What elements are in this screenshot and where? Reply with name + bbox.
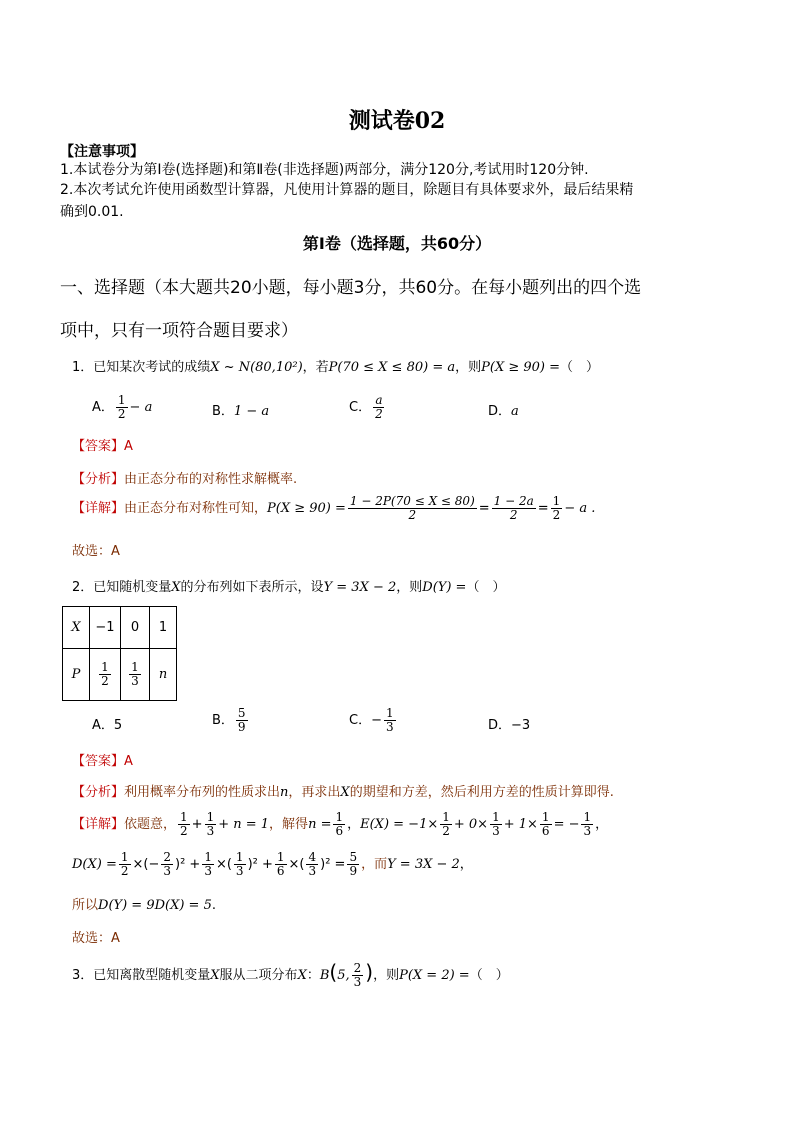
- table-cell-x3: 1: [150, 607, 177, 649]
- q2-dx-t5: ×(: [288, 857, 305, 872]
- q1-analysis-label: 【分析】: [72, 472, 125, 487]
- q2-answer-value: A: [124, 754, 133, 769]
- q2-dx-e: [275, 851, 287, 878]
- q2-analysis-x: X: [340, 785, 350, 800]
- q3-paren: （ ）: [469, 968, 509, 983]
- q2-answer: [72, 750, 133, 769]
- q2-so-pre: 所以: [72, 898, 99, 913]
- q2-dx-t2: )² +: [175, 857, 201, 872]
- notice-line-2: 2.本次考试允许使用函数型计算器，凡使用计算器的题目，除题目有具体要求外，最后结果精: [60, 182, 634, 198]
- q2-analysis-label: 【分析】: [72, 785, 125, 800]
- q2-option-a-label: A．: [92, 718, 114, 733]
- q1-detail-eq: =: [478, 501, 490, 516]
- q2-so-eq: D(Y) = 9D(X) = 5: [98, 898, 212, 913]
- q2-dx-t7: ，而: [361, 857, 388, 872]
- q2-mid: 的分布列如下表所示，设: [180, 580, 324, 595]
- q1-option-c-num: a: [375, 393, 383, 407]
- q2-option-b-fraction: [236, 707, 248, 734]
- q2-eq-f2-den: 3: [206, 824, 215, 838]
- q1-option-b-value: 1 − a: [233, 404, 270, 419]
- q2-dx-d: [234, 851, 246, 878]
- q2-n-eq: n =: [308, 817, 332, 832]
- q1-option-d-label: D．: [488, 404, 512, 419]
- table-row: [63, 607, 177, 649]
- table-row: [63, 649, 177, 701]
- q2-dx-t3: ×(: [215, 857, 232, 872]
- q2-choose-text: 故选：A: [72, 931, 120, 946]
- q1-detail-f2-num: 1 − 2a: [493, 494, 534, 508]
- q2-ex-result-num: 1: [583, 810, 592, 824]
- q2-analysis-a: 利用概率分布列的性质求出: [124, 785, 281, 800]
- q2-answer-label: 【答案】: [72, 754, 125, 769]
- q1-paren: （ ）: [560, 360, 600, 375]
- q2-ex-f3: [540, 811, 552, 838]
- q1-ask: P(X ≥ 90) =: [481, 360, 560, 375]
- section-heading: 第Ⅰ卷（选择题，共60分）: [302, 234, 492, 253]
- q2-ex-f3-den: 6: [541, 824, 550, 838]
- q3-dist-a: B: [319, 968, 330, 983]
- q3-ask: P(X = 2) =: [399, 968, 470, 983]
- q1-detail: [72, 495, 595, 522]
- q1-detail-f3-den: 2: [552, 508, 561, 522]
- table-cell-x2: 0: [121, 607, 150, 649]
- q2-dx-result-den: 9: [349, 864, 358, 878]
- q1-detail-eq2: =: [537, 501, 549, 516]
- q1-analysis-text: 由正态分布的对称性求解概率.: [124, 472, 298, 487]
- q2-option-c-num: 1: [385, 706, 394, 720]
- q2-var: X: [171, 580, 181, 595]
- part-heading-line-1: 一、选择题（本大题共20小题，每小题3分，共60分。在每小题列出的四个选: [60, 278, 642, 298]
- question-3-stem: [72, 960, 509, 989]
- q2-ex-f2-den: 3: [492, 824, 500, 838]
- q2-option-d-value: −3: [511, 718, 531, 733]
- q2-eq-rest: + n = 1: [218, 817, 270, 832]
- p2-fraction: [129, 661, 141, 688]
- q2-option-b: [212, 707, 250, 734]
- q2-option-b-label: B．: [212, 713, 234, 728]
- q2-dx-lhs: D(X) =: [72, 857, 117, 872]
- q2-option-b-num: 5: [237, 706, 246, 720]
- p2-den: 3: [131, 674, 139, 688]
- q2-ex-mid2: + 1×: [503, 817, 538, 832]
- q1-answer: [72, 435, 133, 454]
- q1-option-a: [92, 394, 152, 421]
- distribution-table: [62, 606, 177, 701]
- q2-option-c: [349, 707, 398, 734]
- p1-den: 2: [101, 674, 109, 688]
- q2-n-fraction: [333, 811, 345, 838]
- q3-colon: ：: [306, 968, 320, 983]
- q1-option-a-tail: − a: [129, 400, 153, 415]
- table-header-x: X: [63, 607, 90, 649]
- q2-ex-result: [581, 811, 593, 838]
- q2-dx-a-den: 2: [120, 864, 129, 878]
- q1-option-b: [212, 400, 269, 419]
- q1-option-a-fraction: [116, 394, 128, 421]
- table-header-p: P: [63, 649, 90, 701]
- table-cell-x1: −1: [90, 607, 121, 649]
- notice-line-3: 确到0.01.: [60, 204, 124, 220]
- q2-so-end: .: [211, 898, 216, 913]
- q1-pre: 1．已知某次考试的成绩: [72, 360, 211, 375]
- q2-dx-d-den: 3: [235, 864, 244, 878]
- q1-detail-label: 【详解】: [72, 501, 125, 516]
- q1-answer-label: 【答案】: [72, 439, 125, 454]
- q1-detail-text: 由正态分布对称性可知，: [124, 501, 268, 516]
- q2-ex-mid1: + 0×: [453, 817, 489, 832]
- q2-dx-c-num: 1: [204, 850, 212, 864]
- q3-var2: X: [297, 968, 307, 983]
- q2-ex-f2: [490, 811, 502, 838]
- q2-detail-line-1: [72, 811, 608, 838]
- q2-solve: ，解得: [269, 817, 309, 832]
- q2-n-num: 1: [335, 810, 344, 824]
- q2-dx-rel: Y = 3X − 2: [387, 857, 460, 872]
- q2-ex-lhs: E(X) = −1×: [360, 817, 439, 832]
- q2-dx-b-num: 2: [163, 850, 171, 864]
- q3-var: X: [210, 968, 220, 983]
- page-title: 测试卷02: [348, 108, 446, 134]
- q2-eq-f1-num: 1: [180, 810, 188, 824]
- q2-eq-f2: [205, 811, 217, 838]
- q1-detail-f2-den: 2: [509, 508, 518, 522]
- q2-option-c-sign: −: [371, 713, 382, 728]
- q2-ex-result-den: 3: [583, 824, 592, 838]
- q3-pre: 3．已知离散型随机变量: [72, 968, 211, 983]
- q2-dx-f: [306, 851, 318, 878]
- q2-ex-f2-num: 1: [492, 810, 500, 824]
- q2-dx-f-num: 4: [308, 850, 317, 864]
- q1-cond: P(70 ≤ X ≤ 80) = a: [328, 360, 456, 375]
- q2-option-c-den: 3: [385, 720, 394, 734]
- table-cell-p1: [90, 649, 121, 701]
- notice-line-1: 1.本试卷分为第Ⅰ卷(选择题)和第Ⅱ卷(非选择题)两部分，满分120分,考试用时120分钟.: [60, 162, 589, 178]
- q3-left-paren: (: [329, 960, 338, 984]
- q2-detail-label: 【详解】: [72, 817, 125, 832]
- q1-option-c-den: 2: [375, 407, 383, 421]
- q2-analysis-n: n: [280, 785, 289, 800]
- q3-dist-num: 2: [353, 961, 362, 975]
- table-cell-p3: n: [150, 649, 177, 701]
- q2-dx-t8: ，: [459, 857, 473, 872]
- q1-choose: [72, 540, 120, 559]
- q2-dx-d-num: 1: [235, 850, 244, 864]
- q1-answer-value: A: [124, 439, 133, 454]
- q2-dx-e-num: 1: [276, 850, 285, 864]
- q2-dx-f-den: 3: [308, 864, 317, 878]
- q1-option-c-label: C．: [349, 400, 372, 415]
- q1-detail-f1-den: 2: [408, 508, 417, 522]
- q1-option-a-den: 2: [117, 407, 126, 421]
- q1-analysis: [72, 468, 297, 487]
- q1-mid2: ，则: [455, 360, 482, 375]
- q2-pre: 2．已知随机变量: [72, 580, 172, 595]
- q1-option-d: [488, 400, 519, 419]
- q2-ex-eq: = −: [553, 817, 580, 832]
- notice-heading: 【注意事项】: [60, 144, 144, 160]
- q2-eq-f1-den: 2: [180, 824, 188, 838]
- q1-detail-fraction-2: [492, 495, 536, 522]
- q2-dx-b: [161, 851, 173, 878]
- q2-analysis-b: ，再求出: [288, 785, 341, 800]
- q2-ex-f1: [440, 811, 452, 838]
- q2-eq-f1: [178, 811, 190, 838]
- q1-detail-f3-num: 1: [552, 494, 561, 508]
- q1-detail-tail: − a .: [564, 501, 596, 516]
- q2-eq-plus: +: [191, 817, 203, 832]
- part-heading-line-2: 项中，只有一项符合题目要求）: [60, 321, 298, 341]
- q2-option-a: [92, 714, 122, 733]
- q1-detail-lhs: P(X ≥ 90) =: [267, 501, 346, 516]
- q2-dx-a: [119, 851, 131, 878]
- q2-ex-f1-den: 2: [442, 824, 450, 838]
- q1-dist: X ~ N(80,10²): [210, 360, 303, 375]
- q3-dist-fraction: [352, 962, 364, 989]
- p2-num: 1: [131, 660, 139, 674]
- q2-option-c-fraction: [384, 707, 396, 734]
- q2-dx-t4: )² +: [247, 857, 273, 872]
- q2-dx-t6: )² =: [320, 857, 346, 872]
- q2-option-a-value: 5: [113, 718, 123, 733]
- q2-dx-b-den: 3: [163, 864, 171, 878]
- q2-dx-c-den: 3: [204, 864, 212, 878]
- q2-ex-f3-num: 1: [541, 810, 550, 824]
- q2-dx-c: [202, 851, 214, 878]
- q1-detail-fraction-1: [348, 495, 477, 522]
- q2-rel: Y = 3X − 2: [323, 580, 397, 595]
- q3-right-paren: ): [365, 960, 374, 984]
- q1-option-d-value: a: [511, 404, 519, 419]
- q2-ask: D(Y) =: [422, 580, 467, 595]
- p1-fraction: [99, 661, 111, 688]
- q2-option-b-den: 9: [237, 720, 246, 734]
- q2-ex-end: ，: [595, 817, 609, 832]
- q2-comma: ，: [347, 817, 361, 832]
- q1-option-a-label: A．: [92, 400, 114, 415]
- q1-option-a-num: 1: [117, 393, 126, 407]
- q3-mid: 服从二项分布: [219, 968, 298, 983]
- q2-dx-t1: ×(−: [132, 857, 160, 872]
- q2-option-d-label: D．: [488, 718, 512, 733]
- q1-detail-f1-num: 1 − 2P(70 ≤ X ≤ 80): [349, 494, 475, 508]
- q2-analysis-c: 的期望和方差，然后利用方差的性质计算即得.: [349, 785, 614, 800]
- q2-option-c-label: C．: [349, 713, 372, 728]
- q3-dist-b: 5,: [337, 968, 350, 983]
- q2-n-den: 6: [335, 824, 344, 838]
- question-1-stem: [72, 356, 599, 375]
- q2-detail-line-3: [72, 894, 216, 913]
- q2-choose: [72, 927, 120, 946]
- q2-eq-f2-num: 1: [206, 810, 215, 824]
- q1-detail-fraction-3: [551, 495, 563, 522]
- p1-num: 1: [101, 660, 109, 674]
- q2-mid2: ，则: [396, 580, 423, 595]
- table-cell-p2: [121, 649, 150, 701]
- q1-option-c: [349, 394, 387, 421]
- q2-option-d: [488, 714, 530, 733]
- q3-dist-den: 3: [353, 975, 362, 989]
- q2-dx-result: [347, 851, 359, 878]
- q2-dx-result-num: 5: [349, 850, 358, 864]
- q2-detail-line-2: [72, 851, 473, 878]
- q2-analysis: [72, 781, 614, 800]
- q3-mid2: ，则: [373, 968, 400, 983]
- q1-option-c-fraction: [373, 394, 385, 421]
- q2-dx-e-den: 6: [276, 864, 285, 878]
- q1-option-b-label: B．: [212, 404, 234, 419]
- q1-mid: ，若: [302, 360, 329, 375]
- q2-detail-a: 依题意，: [124, 817, 177, 832]
- question-2-stem: [72, 576, 505, 595]
- q2-ex-f1-num: 1: [442, 810, 450, 824]
- q1-choose-text: 故选：A: [72, 544, 120, 559]
- q2-paren: （ ）: [466, 580, 506, 595]
- q2-dx-a-num: 1: [120, 850, 129, 864]
